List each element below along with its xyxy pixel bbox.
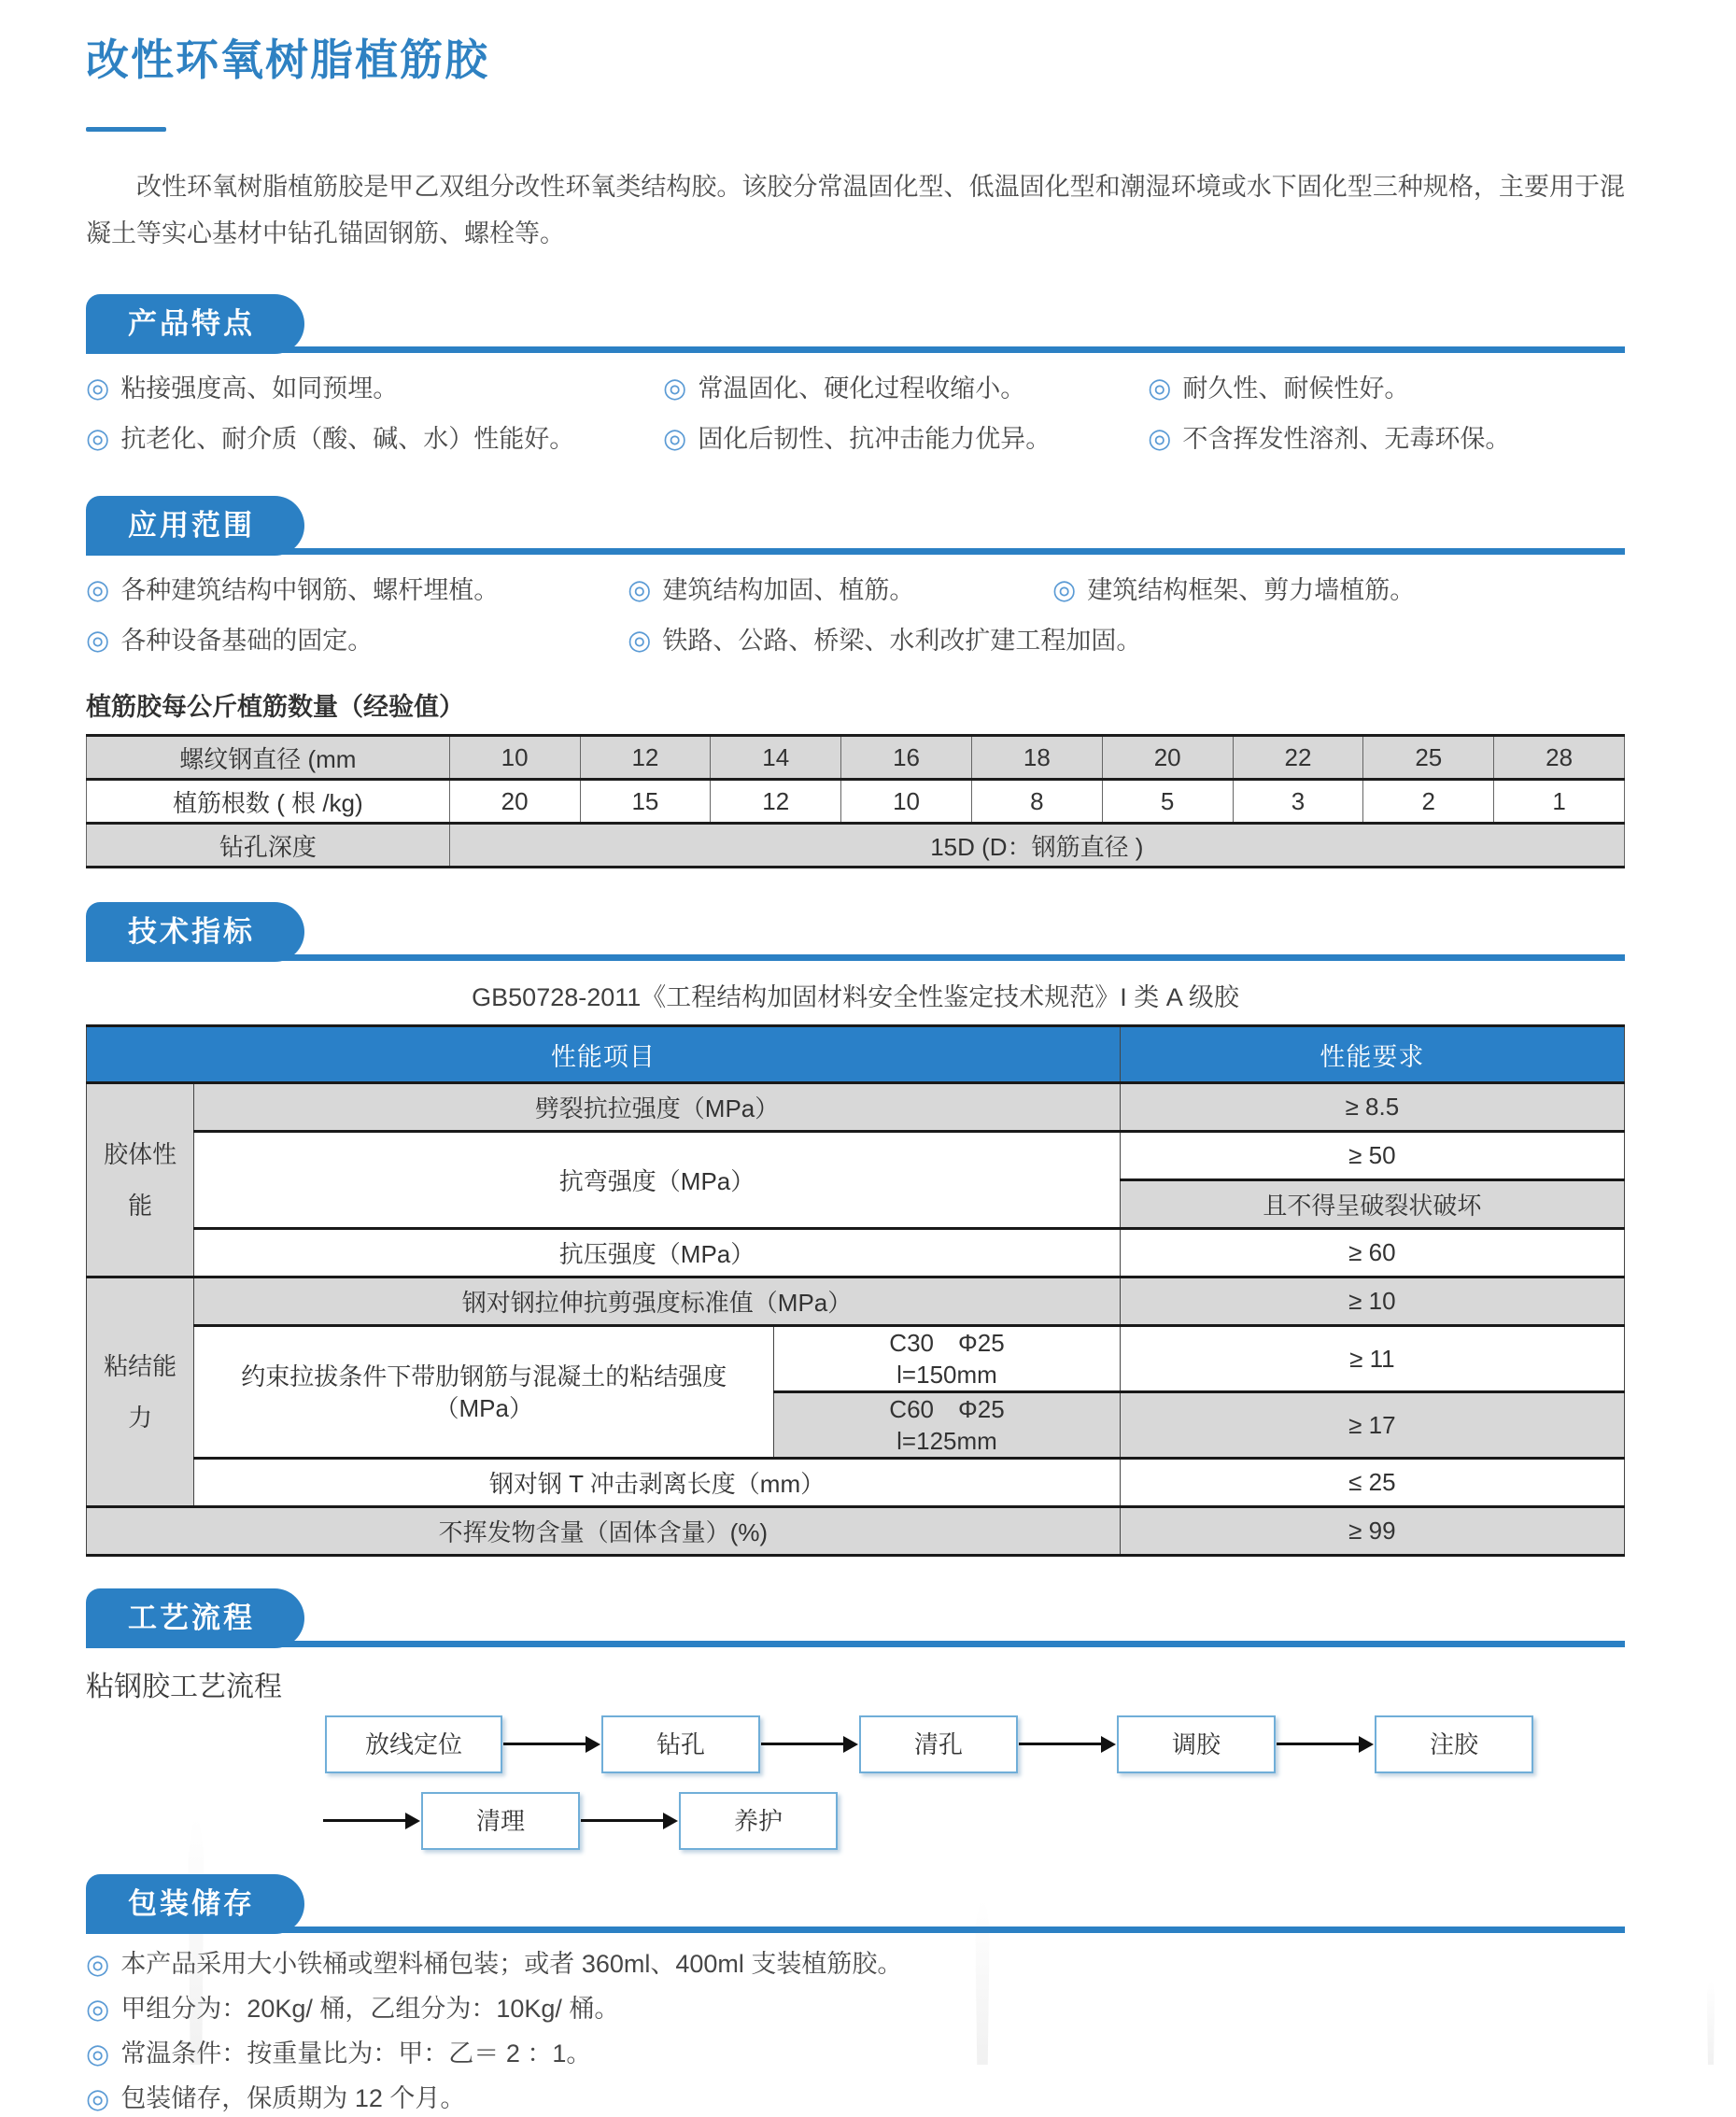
section-badge-process: 工艺流程 — [86, 1588, 304, 1648]
table-row — [87, 1459, 1625, 1507]
condition-line: l=150mm — [896, 1361, 997, 1389]
cell: 28 — [1494, 736, 1625, 780]
applications-list — [86, 572, 1625, 658]
feature-text: 耐久性、耐候性好。 — [1182, 374, 1410, 402]
document-page — [86, 0, 1625, 2117]
flow-step: 注胶 — [1375, 1715, 1533, 1773]
flow-step: 放线定位 — [325, 1715, 502, 1773]
cell: 12 — [580, 736, 711, 780]
table-row — [87, 1132, 1625, 1180]
bullet-icon: ◎ — [663, 374, 687, 403]
section-underline — [86, 954, 1625, 961]
flow-step: 调胶 — [1117, 1715, 1276, 1773]
table-row — [87, 1083, 1625, 1132]
packaging-text: 本产品采用大小铁桶或塑料桶包装；或者 360ml、400ml 支装植筋胶。 — [120, 1950, 903, 1978]
cell: 18 — [971, 736, 1102, 780]
section-features — [86, 294, 1625, 457]
rebar-count-table — [86, 734, 1625, 868]
spec-item: 钢对钢 T 冲击剥离长度（mm） — [194, 1459, 1120, 1507]
list-item — [86, 421, 663, 457]
flow-arrow-icon — [1019, 1736, 1116, 1753]
section-underline — [86, 346, 1625, 353]
group-label-body: 胶体性能 — [87, 1083, 194, 1277]
cell: 1 — [1494, 780, 1625, 824]
col-header-item: 性能项目 — [87, 1026, 1121, 1083]
spec-condition — [774, 1326, 1121, 1392]
flow-step: 钻孔 — [601, 1715, 760, 1773]
condition-line: C60 Φ25 — [889, 1395, 1005, 1423]
spec-req: ≤ 25 — [1120, 1459, 1624, 1507]
spec-req: ≥ 11 — [1120, 1326, 1624, 1392]
application-text: 建筑结构框架、剪力墙植筋。 — [1087, 576, 1416, 604]
cell: 10 — [841, 780, 972, 824]
list-item — [1148, 421, 1625, 457]
list-item — [86, 2037, 1625, 2072]
cell: 12 — [711, 780, 841, 824]
cell: 25 — [1363, 736, 1494, 780]
watermark — [1695, 1980, 1727, 2065]
standard-note: GB50728-2011《工程结构加固材料安全性鉴定技术规范》I 类 A 级胶 — [472, 983, 1239, 1011]
col-header-req: 性能要求 — [1120, 1026, 1624, 1083]
flow-step: 养护 — [679, 1792, 838, 1850]
bullet-icon: ◎ — [86, 424, 110, 454]
spec-req: ≥ 8.5 — [1120, 1083, 1624, 1132]
flow-step: 清孔 — [859, 1715, 1018, 1773]
spec-item: 劈裂抗拉强度（MPa） — [194, 1083, 1120, 1132]
list-item — [86, 572, 628, 608]
condition-line: C30 Φ25 — [889, 1329, 1005, 1357]
section-header-packaging — [86, 1874, 1625, 1934]
group-label-bond: 粘结能力 — [87, 1277, 194, 1507]
spec-condition — [774, 1392, 1121, 1459]
cell: 8 — [971, 780, 1102, 824]
spec-item: 钢对钢拉伸抗剪强度标准值（MPa） — [194, 1277, 1120, 1326]
cell: 2 — [1363, 780, 1494, 824]
title-dash-decoration — [86, 127, 166, 132]
row-label: 螺纹钢直径 (mm — [87, 736, 450, 780]
process-subtitle: 粘钢胶工艺流程 — [86, 1672, 282, 1702]
bullet-icon: ◎ — [86, 2084, 110, 2114]
section-badge-tech: 技术指标 — [86, 902, 304, 962]
bullet-icon: ◎ — [86, 626, 110, 656]
list-item — [86, 2082, 1625, 2117]
feature-text: 常温固化、硬化过程收缩小。 — [698, 374, 1026, 402]
spec-item: 不挥发物含量（固体含量）(%) — [87, 1507, 1121, 1556]
cell: 15D (D：钢筋直径 ) — [449, 824, 1624, 868]
spec-req: ≥ 50 — [1120, 1132, 1624, 1180]
bullet-icon: ◎ — [1051, 575, 1077, 605]
spec-item — [194, 1326, 774, 1459]
cell: 20 — [449, 780, 580, 824]
cell: 14 — [711, 736, 841, 780]
packaging-list — [86, 1947, 1625, 2117]
bullet-icon: ◎ — [628, 575, 652, 605]
section-badge-features: 产品特点 — [86, 294, 304, 354]
application-text: 各种建筑结构中钢筋、螺杆埋植。 — [120, 576, 500, 604]
section-process — [86, 1588, 1625, 1850]
feature-text: 固化后韧性、抗冲击能力优异。 — [698, 425, 1051, 453]
feature-text: 不含挥发性溶剂、无毒环保。 — [1182, 425, 1511, 453]
packaging-text: 甲组分为：20Kg/ 桶，乙组分为：10Kg/ 桶。 — [120, 1995, 620, 2023]
list-item — [1052, 572, 1625, 608]
spec-item-line: （MPa） — [434, 1393, 533, 1422]
bullet-icon: ◎ — [1148, 424, 1172, 454]
application-text: 各种设备基础的固定。 — [120, 627, 374, 655]
list-item — [86, 1992, 1625, 2027]
row-label: 植筋根数 ( 根 /kg) — [87, 780, 450, 824]
table-header-row — [87, 1026, 1625, 1083]
bullet-icon: ◎ — [663, 424, 687, 454]
spec-item-line: 约束拉拔条件下带肋钢筋与混凝土的粘结强度 — [241, 1362, 727, 1390]
section-header-features — [86, 294, 1625, 354]
cell: 5 — [1102, 780, 1233, 824]
spec-req: ≥ 17 — [1120, 1392, 1624, 1459]
table-row — [87, 824, 1625, 868]
flow-row-1 — [325, 1715, 1625, 1773]
application-text: 建筑结构加固、植筋。 — [662, 576, 915, 604]
feature-text: 粘接强度高、如同预埋。 — [120, 374, 399, 402]
list-item — [86, 1947, 1625, 1983]
bullet-icon: ◎ — [628, 626, 652, 656]
section-applications — [86, 496, 1625, 658]
section-packaging — [86, 1874, 1625, 2117]
spec-req: ≥ 60 — [1120, 1229, 1624, 1277]
flow-arrow-icon — [1277, 1736, 1374, 1753]
application-text: 铁路、公路、桥梁、水利改扩建工程加固。 — [662, 627, 1142, 655]
spec-req: 且不得呈破裂状破坏 — [1120, 1180, 1624, 1229]
bullet-icon: ◎ — [86, 374, 110, 403]
section-underline — [86, 1926, 1625, 1933]
flow-step: 清理 — [421, 1792, 580, 1850]
list-item — [663, 371, 1148, 406]
flow-arrow-icon — [323, 1813, 420, 1829]
section-underline — [86, 548, 1625, 555]
cell: 20 — [1102, 736, 1233, 780]
list-item — [628, 572, 1052, 608]
cell: 3 — [1233, 780, 1363, 824]
row-label: 钻孔深度 — [87, 824, 450, 868]
table-row — [87, 736, 1625, 780]
page-title: 改性环氧树脂植筋胶 — [86, 35, 489, 84]
table-row — [87, 1507, 1625, 1556]
bullet-icon: ◎ — [86, 1995, 110, 2025]
section-underline — [86, 1641, 1625, 1647]
cell: 15 — [580, 780, 711, 824]
bullet-icon: ◎ — [86, 575, 110, 605]
cell: 10 — [449, 736, 580, 780]
cell: 16 — [841, 736, 972, 780]
flow-arrow-icon — [581, 1813, 678, 1829]
packaging-text: 包装储存，保质期为 12 个月。 — [120, 2084, 466, 2112]
table-row — [87, 1326, 1625, 1392]
spec-req: ≥ 99 — [1120, 1507, 1624, 1556]
rebar-table-caption: 植筋胶每公斤植筋数量（经验值） — [86, 693, 464, 721]
spec-item: 抗弯强度（MPa） — [194, 1132, 1120, 1229]
features-list — [86, 371, 1625, 457]
tech-spec-table — [86, 1024, 1625, 1557]
section-badge-packaging: 包装储存 — [86, 1874, 304, 1934]
list-item — [86, 371, 663, 406]
table-row — [87, 1277, 1625, 1326]
section-header-tech — [86, 902, 1625, 962]
flow-arrow-icon — [503, 1736, 600, 1753]
spec-req: ≥ 10 — [1120, 1277, 1624, 1326]
section-tech — [86, 902, 1625, 1557]
list-item — [663, 421, 1148, 457]
condition-line: l=125mm — [896, 1427, 997, 1455]
list-item — [86, 623, 628, 658]
spec-item: 抗压强度（MPa） — [194, 1229, 1120, 1277]
table-row — [87, 1229, 1625, 1277]
list-item — [628, 623, 1625, 658]
section-header-applications — [86, 496, 1625, 556]
feature-text: 抗老化、耐介质（酸、碱、水）性能好。 — [120, 425, 575, 453]
flow-arrow-icon — [761, 1736, 858, 1753]
bullet-icon: ◎ — [1148, 374, 1172, 403]
table-row — [87, 780, 1625, 824]
bullet-icon: ◎ — [86, 2039, 110, 2069]
section-badge-applications: 应用范围 — [86, 496, 304, 556]
intro-paragraph: 改性环氧树脂植筋胶是甲乙双组分改性环氧类结构胶。该胶分常温固化型、低温固化型和潮湿环境或水下固化型三种规格，主要用于混凝土等实心基材中钻孔锚固钢筋、螺栓等。 — [86, 173, 1625, 247]
list-item — [1148, 371, 1625, 406]
section-header-process — [86, 1588, 1625, 1648]
cell: 22 — [1233, 736, 1363, 780]
bullet-icon: ◎ — [86, 1950, 110, 1980]
packaging-text: 常温条件：按重量比为：甲：乙＝ 2 ：1。 — [120, 2039, 592, 2068]
flow-row-2 — [322, 1792, 1625, 1850]
